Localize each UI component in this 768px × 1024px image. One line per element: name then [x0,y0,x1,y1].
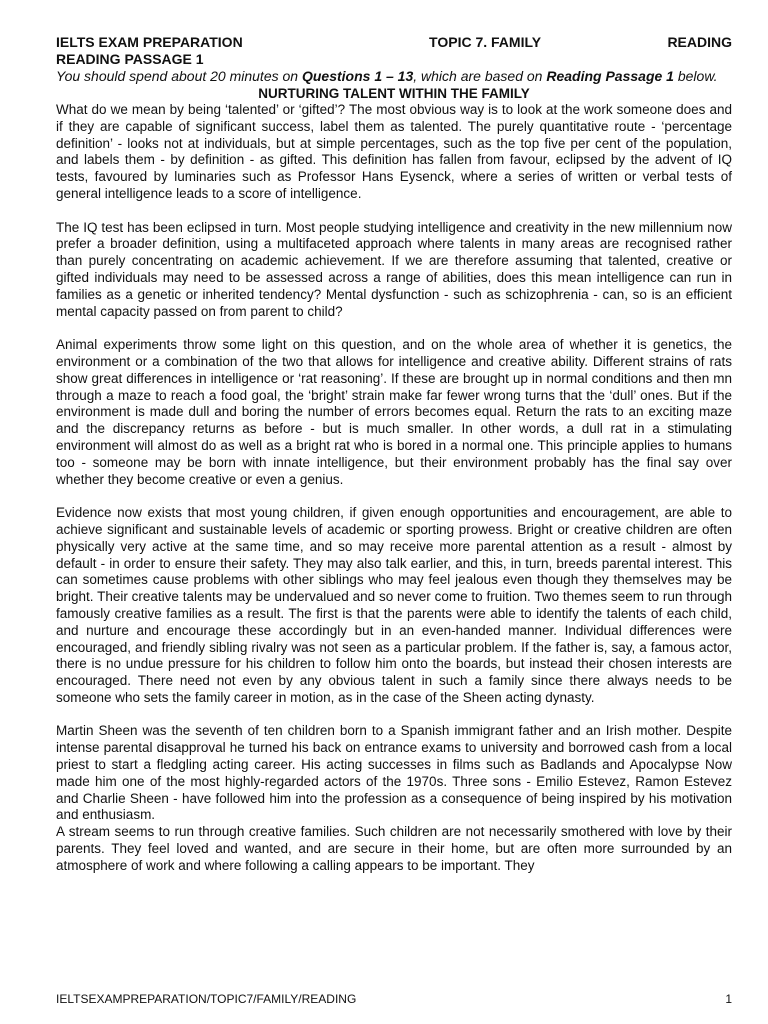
header-topic: TOPIC 7. FAMILY [429,34,542,50]
paragraph-2: The IQ test has been eclipsed in turn. Most people studying intelligence and creativity in the new millennium now prefer a broader definition, using a multifaceted approach where talents in many areas are recognised rather than purely concentrating on academic achievement. If we are therefore assuming that talented, creative or gifted individuals may need to be assessed across a range of abilities, does this mean intelligence can run in families as a genetic or inherited tendency? Mental dysfunction - such as schizophrenia - can, so is an efficient mental capacity passed on from parent to child? [56,219,732,319]
paragraph-3: Animal experiments throw some light on this question, and on the whole area of whether it is genetics, the environment or a combination of the two that allows for intelligence and creative ability. Different strains of rats show great differences in intelligence or ‘rat reasoning’. If these are brought up in normal conditions and then mn through a maze to reach a food goal, the ‘bright’ strain make far fewer wrong turns that the ‘dull’ ones. But if the environment is made dull and boring the number of errors becomes equal. Return the rats to an exciting maze and the discrepancy returns as before - but is much smaller. In other words, a dull rat in a stimulating environment will almost do as well as a bright rat who is bored in a normal one. This principle applies to humans too - someone may be born with innate intelligence, but their environment probably has the final say over whether they become creative or even a genius. [56,337,732,487]
footer-path: IELTSEXAMPREPARATION/TOPIC7/FAMILY/READING [56,992,357,1006]
passage-title: NURTURING TALENT WITHIN THE FAMILY [258,86,530,101]
instructions-passage: Reading Passage 1 [546,68,674,84]
page-header [56,34,732,51]
instructions-questions: Questions 1 – 13 [301,68,414,84]
instructions [56,68,732,85]
paragraph-1: What do we mean by being ‘talented’ or ‘gifted’? The most obvious way is to look at the work someone does and if they are capable of significant success, label them as talented. The purely quantitative route - ‘percentage definition’ - looks not at individuals, but at simple percentages, such as the top five per cent of the population, and labels them - by definition - as gifted. This definition has fallen from favour, eclipsed by the advent of IQ tests, favoured by luminaries such as Professor Hans Eysenck, where a series of written or verbal tests of general intelligence leads to a score of intelligence. [56,102,732,201]
page-number: 1 [725,992,732,1006]
page-footer [56,992,732,1006]
header-section: READING [667,34,732,50]
instructions-post: below. [673,68,718,84]
instructions-mid: , which are based on [413,68,547,84]
paragraph-4: Evidence now exists that most young children, if given enough opportunities and encouragement, are able to achieve significant and sustainable levels of academic or sporting prowess. Bright or creative children are often physically very active at the same time, and so may receive more parental attention as a result - almost by default - in order to ensure their safety. They may also talk earlier, and this, in turn, breeds parental interest. This can sometimes cause problems with other siblings who may feel jealous even though they themselves may be bright. Their creative talents may be undervalued and so never come to fruition. Two themes seem to run through famously creative families as a result. The first is that the parents were able to identify the talents of each child, and nurture and encourage these accordingly but in an even-handed manner. Individual differences were encouraged, and friendly sibling rivalry was not seen as a particular problem. If the father is, say, a famous actor, there is no undue pressure for his children to follow him onto the boards, but instead their chosen interests are encouraged. There need not even by any obvious talent in such a family since there always needs to be someone who sets the family career in motion, as in the case of the Sheen acting dynasty. [56,505,732,705]
paragraph-6: A stream seems to run through creative families. Such children are not necessarily smothered with love by their parents. They feel loved and wanted, and are secure in their home, but are often more surrounded by an atmosphere of work and where following a calling appears to be important. They [56,824,732,873]
paragraph-5: Martin Sheen was the seventh of ten children born to a Spanish immigrant father and an Irish mother. Despite intense parental disapproval he turned his back on entrance exams to university and borrowed cash from a local priest to start a fledgling acting career. His acting successes in films such as Badlands and Apocalypse Now made him one of the most highly-regarded actors of the 1970s. Three sons - Emilio Estevez, Ramon Estevez and Charlie Sheen - have followed him into the profession as a consequence of being inspired by his motivation and enthusiasm. [56,723,732,823]
instructions-pre: You should spend about 20 minutes on [56,68,302,84]
header-exam: IELTS EXAM PREPARATION [56,34,243,50]
passage-label: READING PASSAGE 1 [56,51,204,67]
